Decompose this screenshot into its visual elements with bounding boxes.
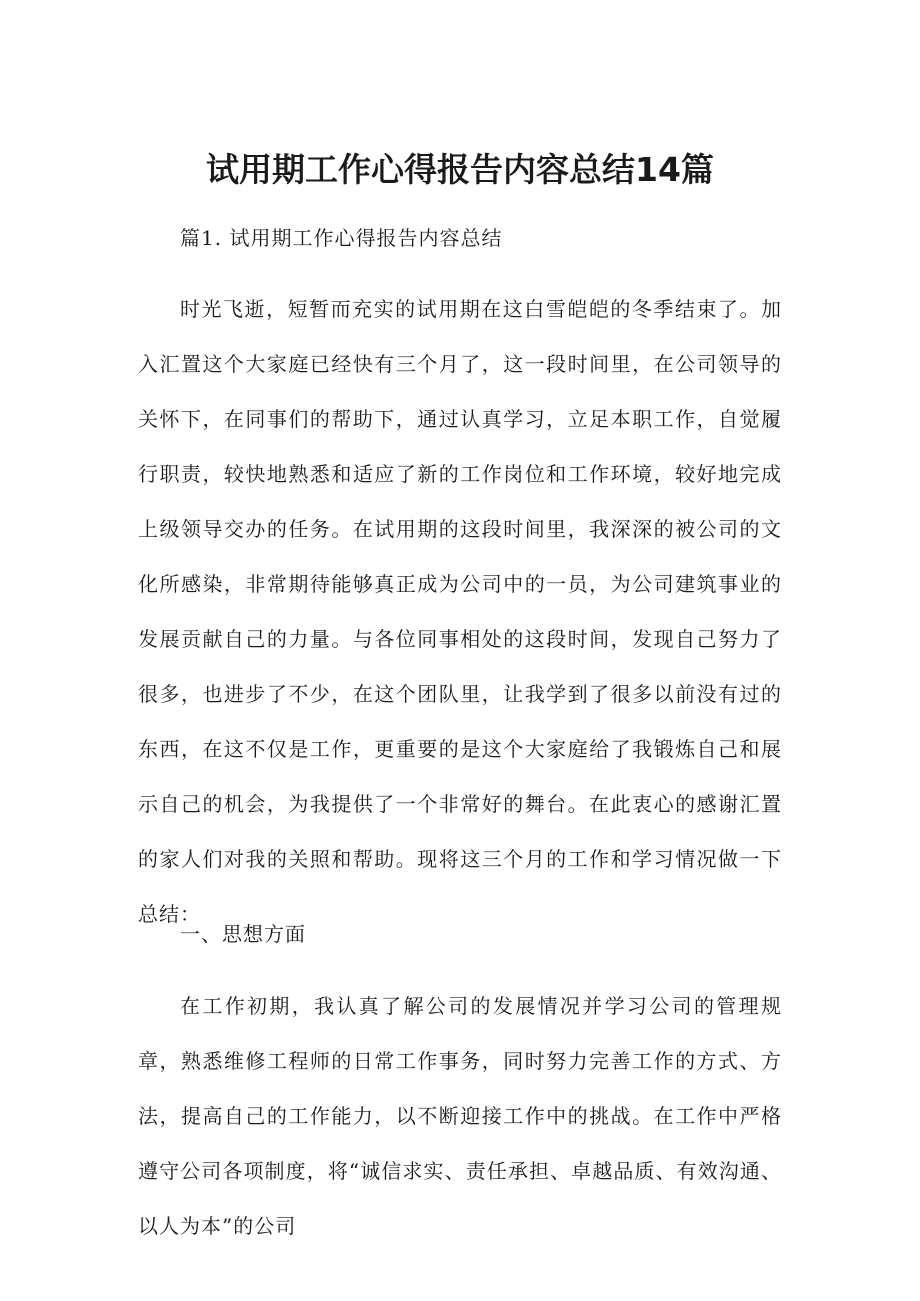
- document-title: 试用期工作心得报告内容总结14篇: [206, 150, 714, 189]
- chapter-heading: 篇1. 试用期工作心得报告内容总结: [180, 226, 503, 250]
- section-heading-thought: 一、思想方面: [180, 922, 306, 946]
- thought-paragraph: 在工作初期，我认真了解公司的发展情况并学习公司的管理规章，熟悉维修工程师的日常工作事务，同时努力完善工作的方式、方法，提高自己的工作能力，以不断迎接工作中的挑战。在工作中严格遵守公司各项制度，将“诚信求实、责任承担、卓越品质、有效沟通、以人为本”的公司: [138, 994, 782, 1238]
- intro-paragraph: 时光飞逝，短暂而充实的试用期在这白雪皑皑的冬季结束了。加入汇置这个大家庭已经快有三个月了，这一段时间里，在公司领导的关怀下，在同事们的帮助下，通过认真学习，立足本职工作，自觉履行职责，较快地熟悉和适应了新的工作岗位和工作环境，较好地完成上级领导交办的任务。在试用期的这段时间里，我深深的被公司的文化所感染，非常期待能够真正成为公司中的一员，为公司建筑事业的发展贡献自己的力量。与各位同事相处的这段时间，发现自己努力了很多，也进步了不少，在这个团队里，让我学到了很多以前没有过的东西，在这不仅是工作，更重要的是这个大家庭给了我锻炼自己和展示自己的机会，为我提供了一个非常好的舞台。在此衷心的感谢汇置的家人们对我的关照和帮助。现将这三个月的工作和学习情况做一下总结：: [138, 297, 782, 926]
